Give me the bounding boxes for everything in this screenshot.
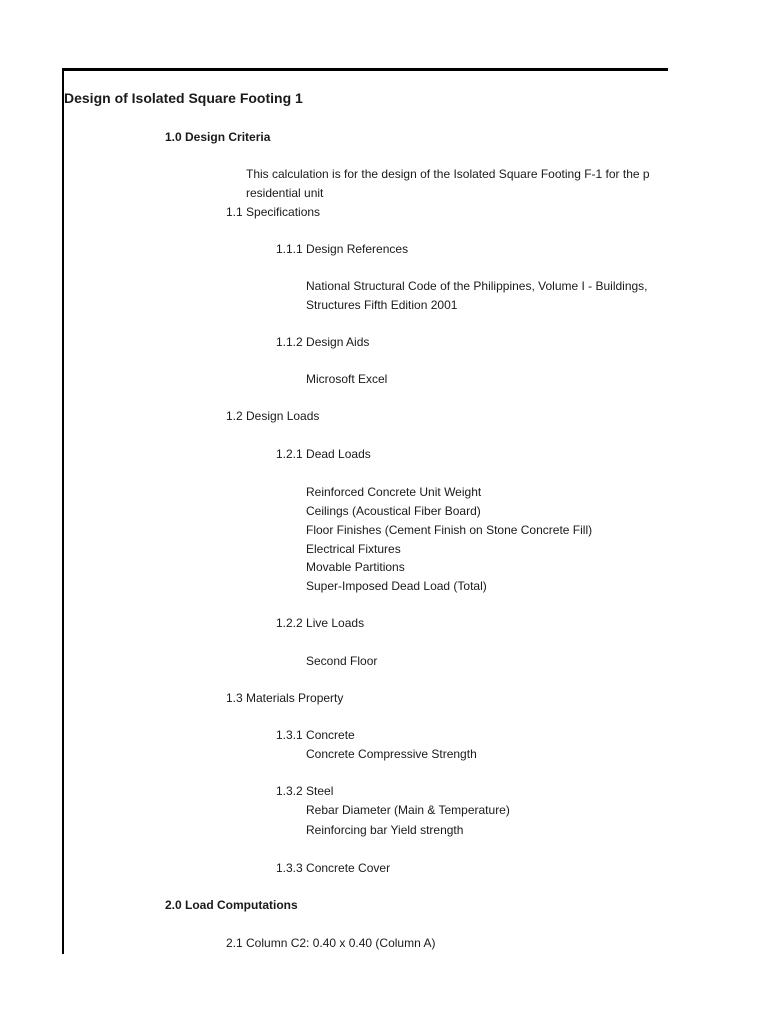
dead-load-item: Movable Partitions — [306, 560, 405, 574]
left-border-rule — [62, 68, 64, 954]
section-1-heading: 1.0 Design Criteria — [165, 130, 271, 144]
dead-load-item: Reinforced Concrete Unit Weight — [306, 485, 482, 499]
section-1-3-3-heading: 1.3.3 Concrete Cover — [276, 861, 391, 875]
design-reference-line-2: Structures Fifth Edition 2001 — [306, 298, 458, 312]
dead-load-item: Super-Imposed Dead Load (Total) — [306, 579, 487, 593]
section-1-2-1-heading: 1.2.1 Dead Loads — [276, 447, 371, 461]
section-1-2-heading: 1.2 Design Loads — [226, 409, 320, 423]
section-1-1-2-heading: 1.1.2 Design Aids — [276, 335, 370, 349]
top-border-rule — [62, 68, 668, 71]
section-1-1-heading: 1.1 Specifications — [226, 205, 321, 219]
steel-property-item: Reinforcing bar Yield strength — [306, 823, 464, 837]
section-2-heading: 2.0 Load Computations — [165, 898, 298, 912]
dead-load-item: Ceilings (Acoustical Fiber Board) — [306, 504, 481, 518]
intro-text-line-2: residential unit — [246, 186, 324, 200]
live-load-item: Second Floor — [306, 654, 378, 668]
dead-load-item: Electrical Fixtures — [306, 542, 401, 556]
design-aid-item: Microsoft Excel — [306, 372, 388, 386]
section-1-3-heading: 1.3 Materials Property — [226, 691, 344, 705]
steel-property-item: Rebar Diameter (Main & Temperature) — [306, 803, 510, 817]
section-1-3-2-heading: 1.3.2 Steel — [276, 784, 334, 798]
concrete-property-item: Concrete Compressive Strength — [306, 747, 477, 761]
design-reference-line-1: National Structural Code of the Philippines, Volume I - Buildings, — [306, 279, 648, 293]
document-title: Design of Isolated Square Footing 1 — [64, 90, 303, 106]
section-1-3-1-heading: 1.3.1 Concrete — [276, 728, 355, 742]
section-1-1-1-heading: 1.1.1 Design References — [276, 242, 409, 256]
section-1-2-2-heading: 1.2.2 Live Loads — [276, 616, 365, 630]
dead-load-item: Floor Finishes (Cement Finish on Stone Concrete Fill) — [306, 523, 593, 537]
section-2-1-heading: 2.1 Column C2: 0.40 x 0.40 (Column A) — [226, 936, 436, 950]
intro-text-line-1: This calculation is for the design of the Isolated Square Footing F-1 for the p — [246, 167, 650, 181]
